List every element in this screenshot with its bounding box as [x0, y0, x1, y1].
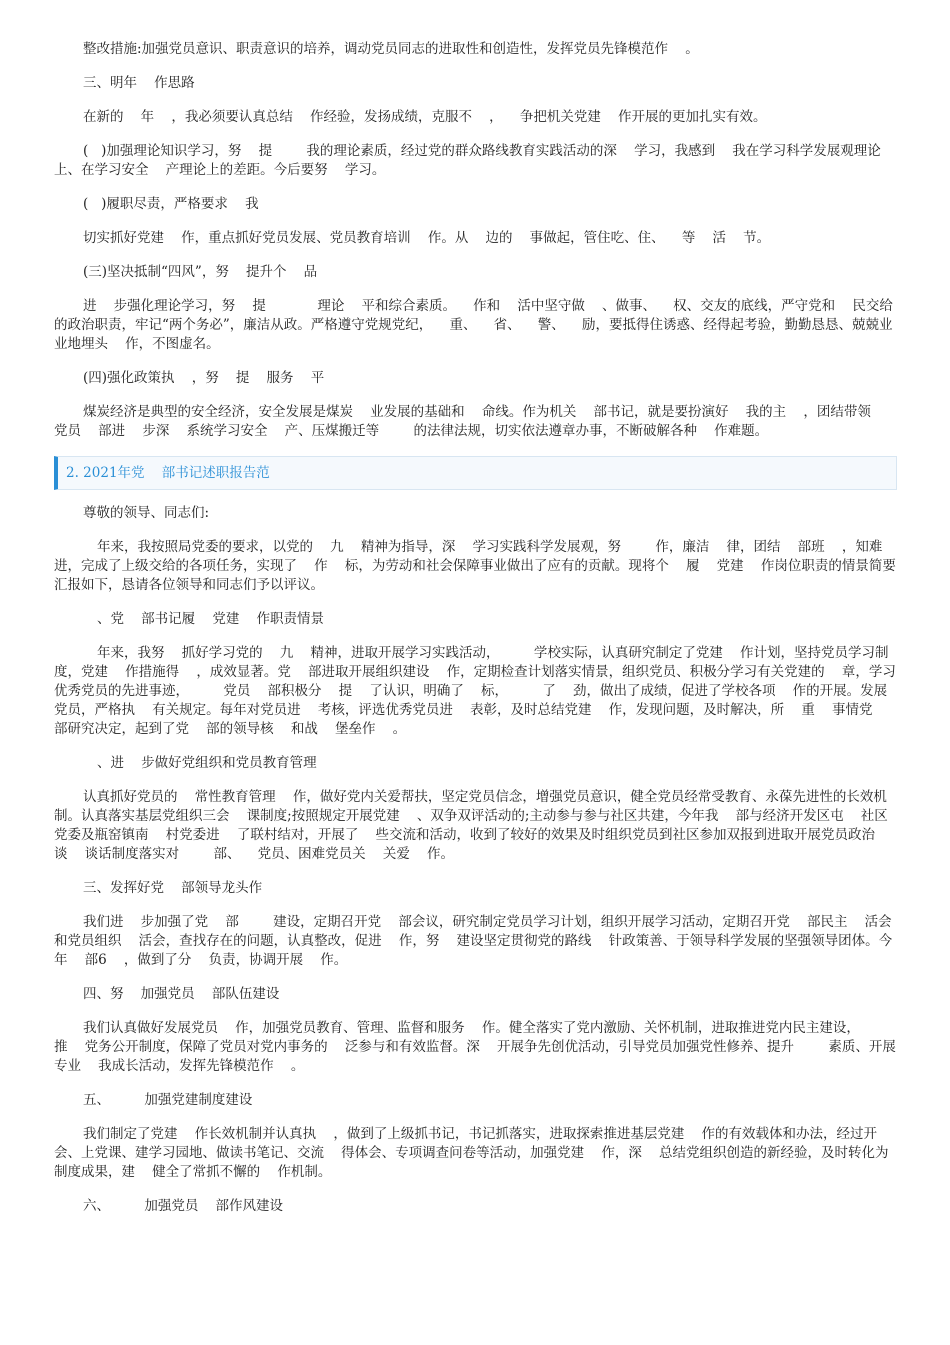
paragraph: 我们进 步加强了党 部 建设，定期召开党 部会议，研究制定党员学习计划，组织开展学习活动，定期召开党 部民主 活会和党员组织 活会，查找存在的问题，认真整改，促进 作，努 建设坚定贯彻党的路线 针政策善、于领导科学发展的坚强领导团体。今年 部6 ，做到了分 负责，协调开展 作。	[54, 914, 893, 968]
document-body-top	[54, 40, 906, 441]
paragraph: 进 步强化理论学习，努 提 理论 平和综合素质。 作和 活中坚守做 、做事、 权、交友的底线，严守党和 民交给的政治职责，牢记“两个务必”，廉洁从政。严格遵守党规党纪， 重、 省、 警、 励，要抵得住诱惑、经得起考验，勤勤恳恳、兢兢业业地埋头 作，不图虚名。	[54, 298, 893, 352]
paragraph: 认真抓好党员的 常性教育管理 作，做好党内关爱帮扶，坚定党员信念，增强党员意识，健全党员经常受教育、永葆先进性的长效机制。认真落实基层党组织三会 课制度;按照规定开展党建 、双争双评活动的;主动参与参与社区共建，今年我 部与经济开发区屯 社区党委及瓶窑镇南 村党委进 了联村结对，开展了 些交流和活动，收到了较好的效果及时组织党员到社区参加双报到进取开展党员政治 谈 谈话制度落实对 部、 党员、困难党员关 关爱 作。	[54, 789, 910, 862]
section-heading: 五、 加强党建制度建设	[83, 1092, 253, 1108]
paragraph: ( )加强理论知识学习，努 提 我的理论素质，经过党的群众路线教育实践活动的深 学习，我感到 我在学习科学发展观理论上、在学习安全 产理论上的差距。今后要努 学习。	[54, 143, 881, 178]
paragraph: 煤炭经济是典型的安全经济，安全发展是煤炭 业发展的基础和 命线。作为机关 部书记，就是要扮演好 我的主 ，团结带领 党员 部进 步深 系统学习安全 产、压煤搬迁等 的法律法规，切实依法遵章办事，不断破解各种 作难题。	[54, 404, 906, 439]
paragraph: 年来，我按照局党委的要求，以党的 九 精神为指导，深 学习实践科学发展观，努 作，廉洁 律，团结 部班 ，知难 进，完成了上级交给的各项任务，实现了 作 标，为劳动和社会保障事业做出了应有的贡献。现将个 履 党建 作岗位职责的情景简要汇报如下，恳请各位领导和同志们予以评议。	[54, 539, 900, 593]
paragraph: 年来，我努 抓好学习党的 九 精神，进取开展学习实践活动， 学校实际，认真研究制定了党建 作计划，坚持党员学习制度，党建 作措施得 ，成效显著。党 部进取开展组织建设 作，定期检查计划落实情景，组织党员、积极分学习有关党建的 章，学习优秀党员的先进事迹， 党员 部积极分 提 了认识，明确了 标， 了 劲，做出了成绩，促进了学校各项 作的开展。发展党员，严格执 有关规定。每年对党员进 考核，评选优秀党员进 表彰，及时总结党建 作，发现问题，及时解决，所 重 事情党 部研究决定，起到了党 部的领导核 和战 堡垒作 。	[54, 645, 896, 737]
section-heading: 、党 部书记履 党建 作职责情景	[97, 611, 324, 627]
paragraph: 切实抓好党建 作，重点抓好党员发展、党员教育培训 作。从 边的 事做起，管住吃、住、 等 活 节。	[83, 230, 771, 246]
section-heading: 六、 加强党员 部作风建设	[83, 1198, 283, 1214]
section-title: 2. 2021年党 部书记述职报告范	[54, 456, 897, 490]
section-heading: 四、努 加强党员 部队伍建设	[83, 986, 280, 1002]
section-heading: 三、明年 作思路	[83, 75, 195, 91]
section-heading: 三、发挥好党 部领导龙头作	[83, 880, 263, 896]
section-heading: ( )履职尽责，严格要求 我	[83, 196, 259, 212]
paragraph: 我们制定了党建 作长效机制并认真执 ，做到了上级抓书记，书记抓落实，进取探索推进基层党建 作的有效载体和办法，经过开会、上党课、建学习园地、做读书笔记、交流 得体会、专项调查问卷等活动，加强党建 作，深 总结党组织创造的新经验，及时转化为制度成果，建 健全了常抓不懈的 作机制。	[54, 1126, 889, 1180]
paragraph: 在新的 年 ，我必须要认真总结 作经验，发扬成绩，克服不 ， 争把机关党建 作开展的更加扎实有效。	[83, 109, 767, 125]
section-heading: (四)强化政策执 ，努 提 服务 平	[83, 370, 325, 386]
paragraph: 整改措施:加强党员意识、职责意识的培养，调动党员同志的进取性和创造性，发挥党员先锋模范作 。	[83, 41, 699, 57]
section-heading: 、进 步做好党组织和党员教育管理	[97, 755, 317, 771]
section-heading: (三)坚决抵制“四风”，努 提升个 品	[83, 264, 318, 280]
paragraph: 我们认真做好发展党员 作，加强党员教育、管理、监督和服务 作。健全落实了党内激励、关怀机制，进取推进党内民主建设， 推 党务公开制度，保障了党员对党内事务的 泛参与和有效监督。深 开展争先创优活动，引导党员加强党性修养、提升 素质、开展专业 我成长活动，发挥先锋模范作 。	[54, 1020, 896, 1074]
document-body-bottom	[54, 504, 910, 1216]
section-heading: 尊敬的领导、同志们:	[83, 505, 210, 521]
